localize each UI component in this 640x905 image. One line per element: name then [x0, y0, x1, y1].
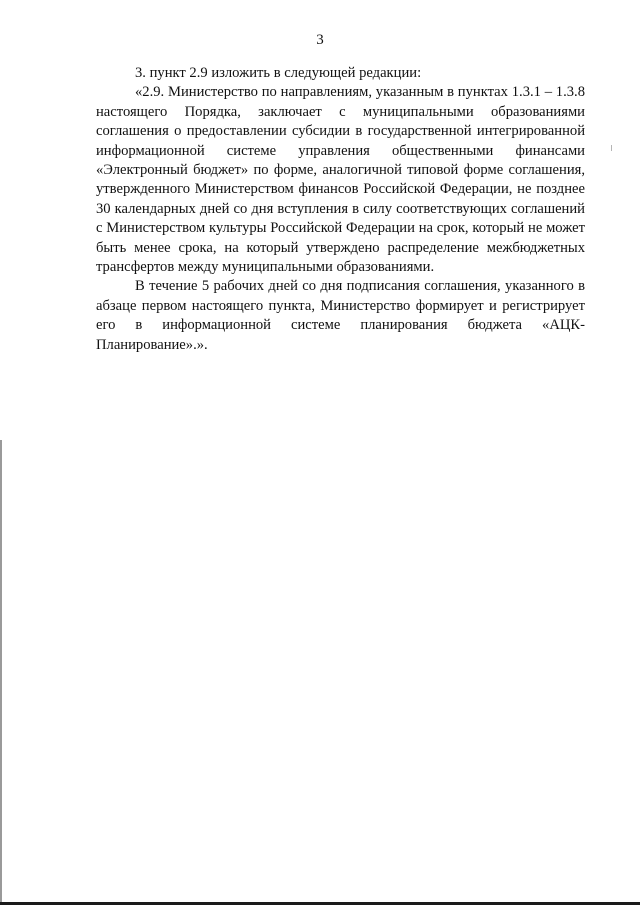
paragraph-amendment-intro: 3. пункт 2.9 изложить в следующей редакции:	[135, 65, 422, 81]
scan-speck	[611, 145, 612, 151]
page-number: 3	[316, 32, 324, 48]
paragraph-clause-2-9: «2.9. Министерство по направлениям, указанным в пунктах 1.3.1 – 1.3.8 настоящего Порядка, заключает с муниципальными образованиями соглашения о предоставлении субсидии в государственной интегрированной информационной системе управления общественными финансами «Электронный бюджет» по форме, аналогичной типовой форме соглашения, утвержденного Министерством финансов Российской Федерации, не позднее 30 календарных дней со дня вступления в силу соответствующих соглашений с Министерством культуры Российской Федерации на срок, который не может быть менее срока, на который утверждено распределение межбюджетных трансфертов между муниципальными образованиями.	[96, 84, 585, 276]
scan-edge-line	[0, 440, 2, 905]
paragraph-registration: В течение 5 рабочих дней со дня подписания соглашения, указанного в абзаце первом настоящего пункта, Министерство формирует и регистрирует его в информационной системе планирования бюджета «АЦК-Планирование».».	[96, 278, 585, 353]
document-body	[96, 64, 585, 355]
